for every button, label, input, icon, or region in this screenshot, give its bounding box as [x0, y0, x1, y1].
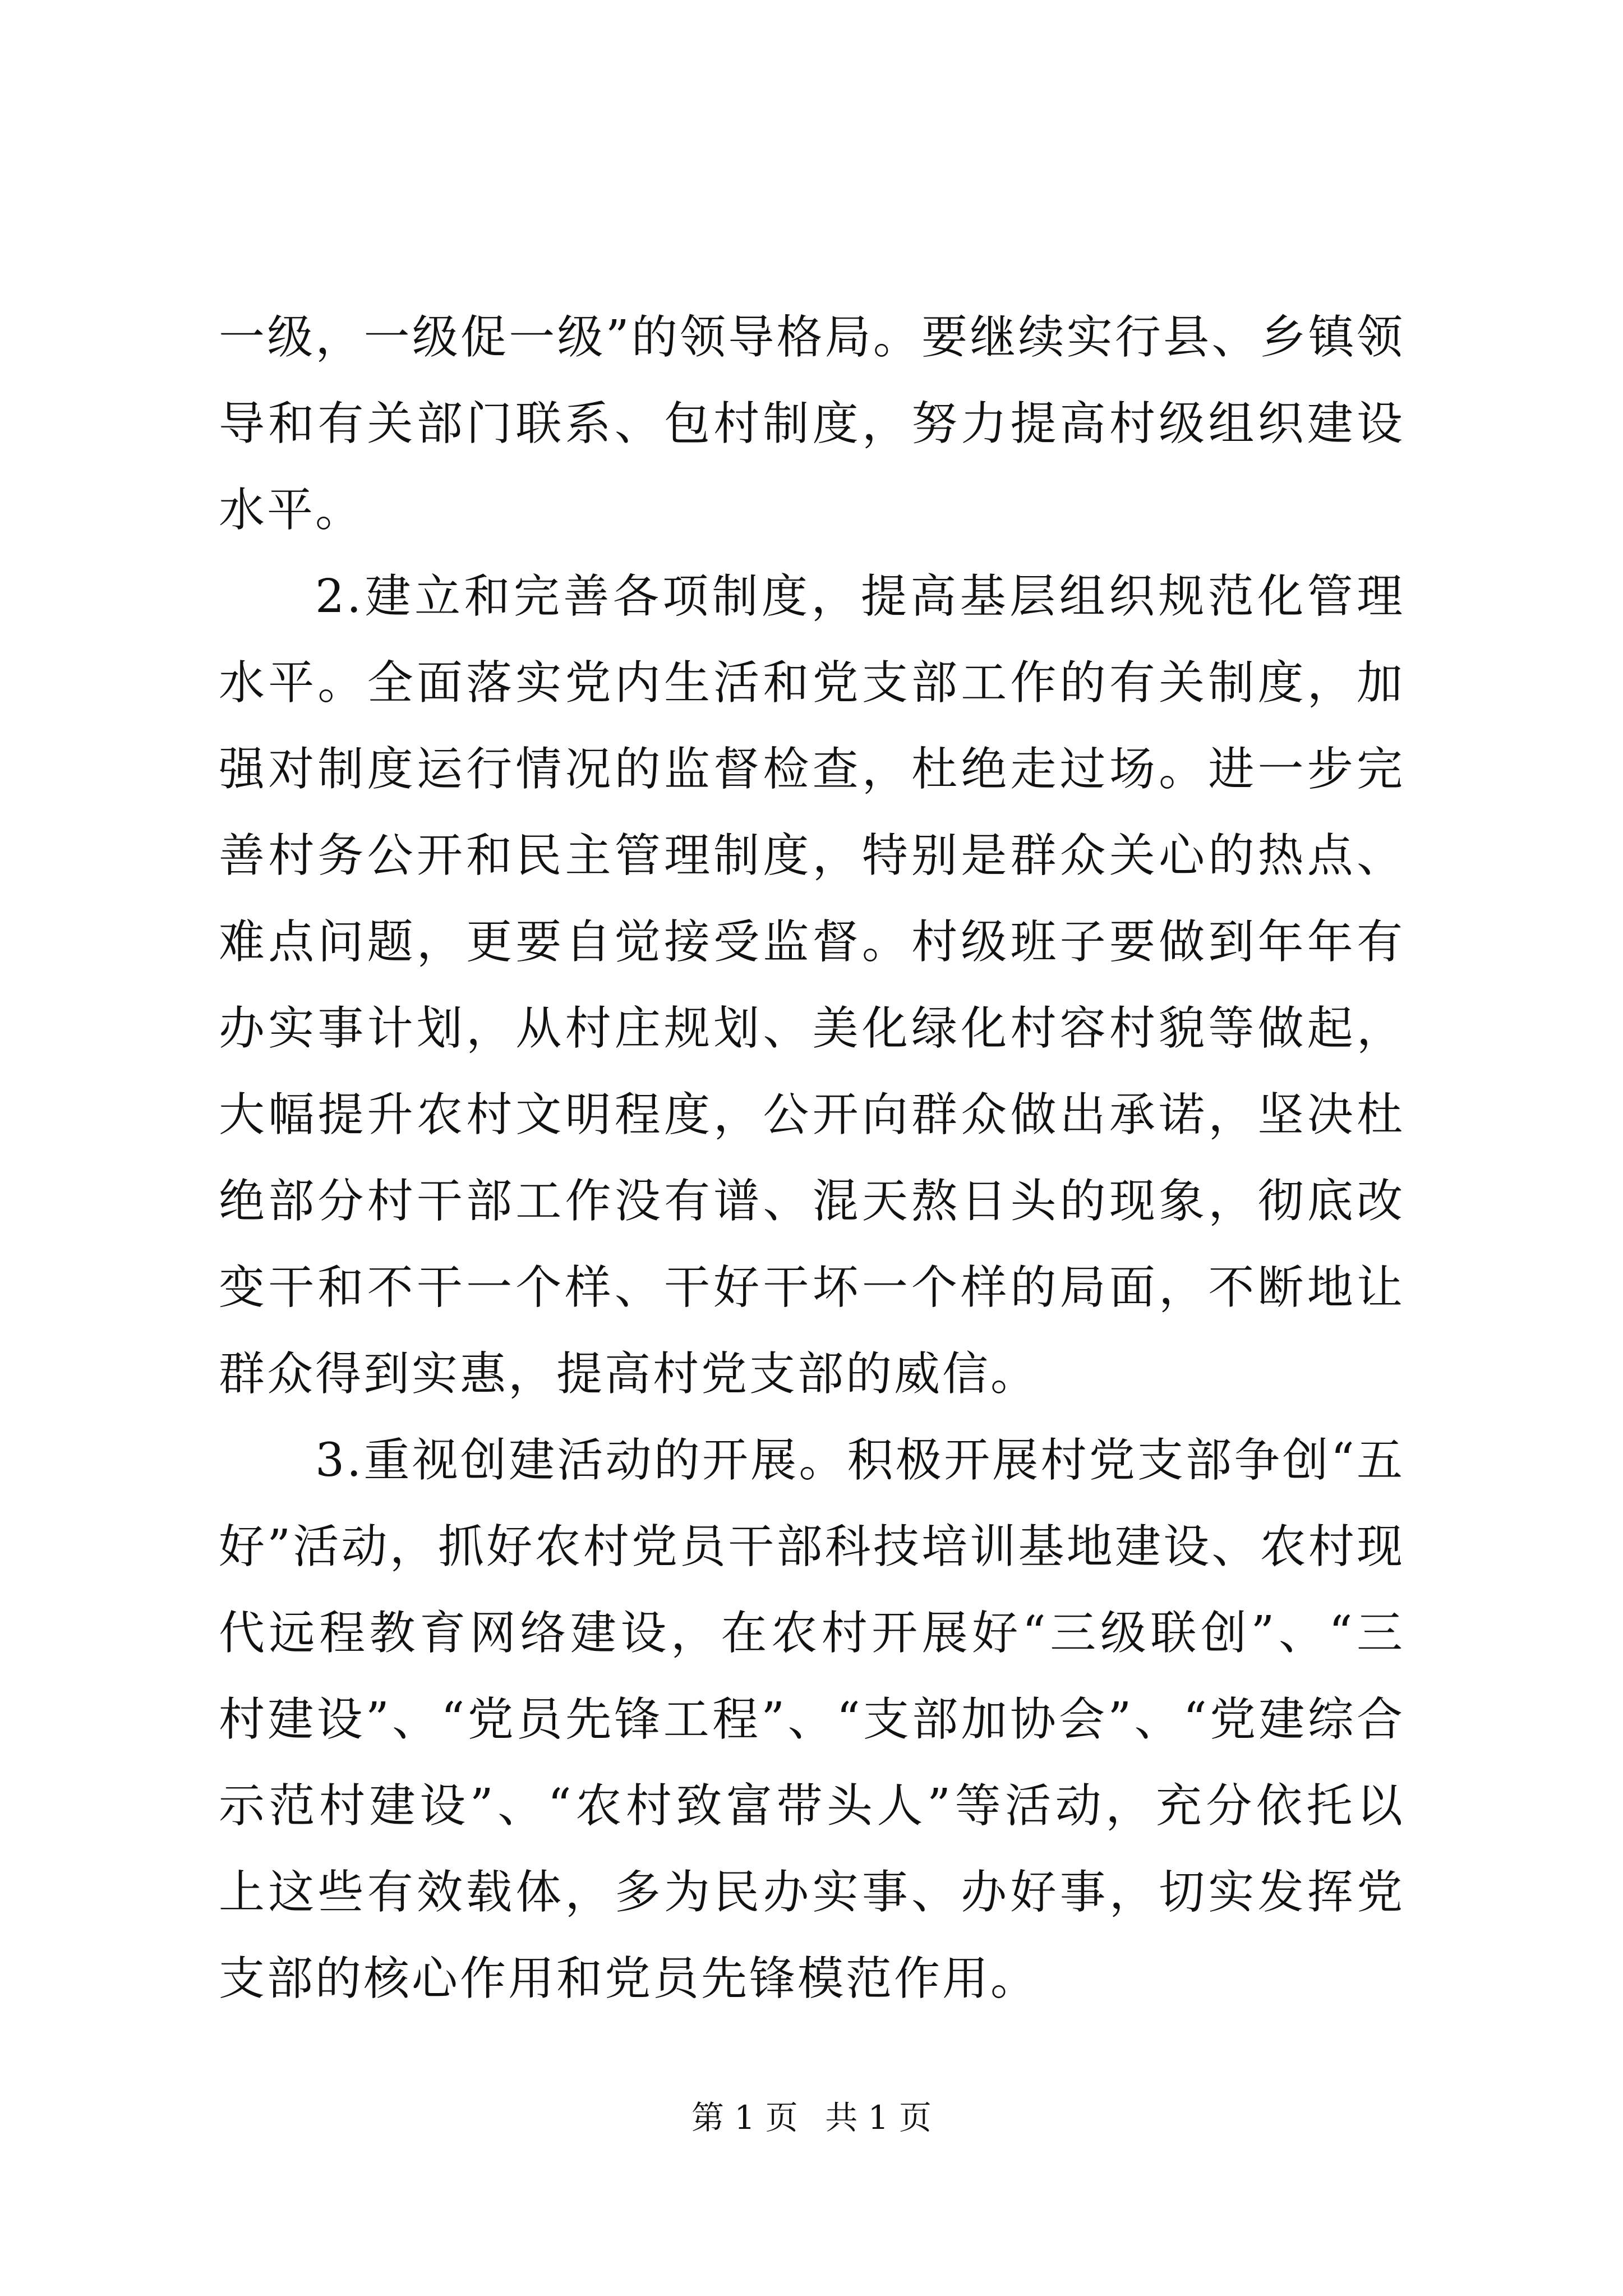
- paragraph-continued: 一级，一级促一级”的领导格局。要继续实行县、乡镇领导和有关部门联系、包村制度，努力提高村级组织建设水平。: [219, 311, 1405, 537]
- paragraph-item-2: 2.建立和完善各项制度，提高基层组织规范化管理水平。全面落实党内生活和党支部工作的有关制度，加强对制度运行情况的监督检查，杜绝走过场。进一步完善村务公开和民主管理制度，特别是群众关心的热点、难点问题，更要自觉接受监督。村级班子要做到年年有办实事计划，从村庄规划、美化绿化村容村貌等做起，大幅提升农村文明程度，公开向群众做出承诺，坚决杜绝部分村干部工作没有谱、混天熬日头的现象，彻底改变干和不干一个样、干好干坏一个样的局面，不断地让群众得到实惠，提高村党支部的威信。: [219, 570, 1405, 1401]
- document-body: [219, 295, 1405, 2022]
- page-total: 共 1 页: [825, 2099, 932, 2137]
- page-footer: [0, 2098, 1623, 2137]
- page-number: 第 1 页: [691, 2099, 798, 2137]
- paragraph-item-3: 3.重视创建活动的开展。积极开展村党支部争创“五好”活动，抓好农村党员干部科技培训基地建设、农村现代远程教育网络建设，在农村开展好“三级联创”、“三村建设”、“党员先锋工程”、“支部加协会”、“党建综合示范村建设”、“农村致富带头人”等活动，充分依托以上这些有效载体，多为民办实事、办好事，切实发挥党支部的核心作用和党员先锋模范作用。: [219, 1434, 1405, 2005]
